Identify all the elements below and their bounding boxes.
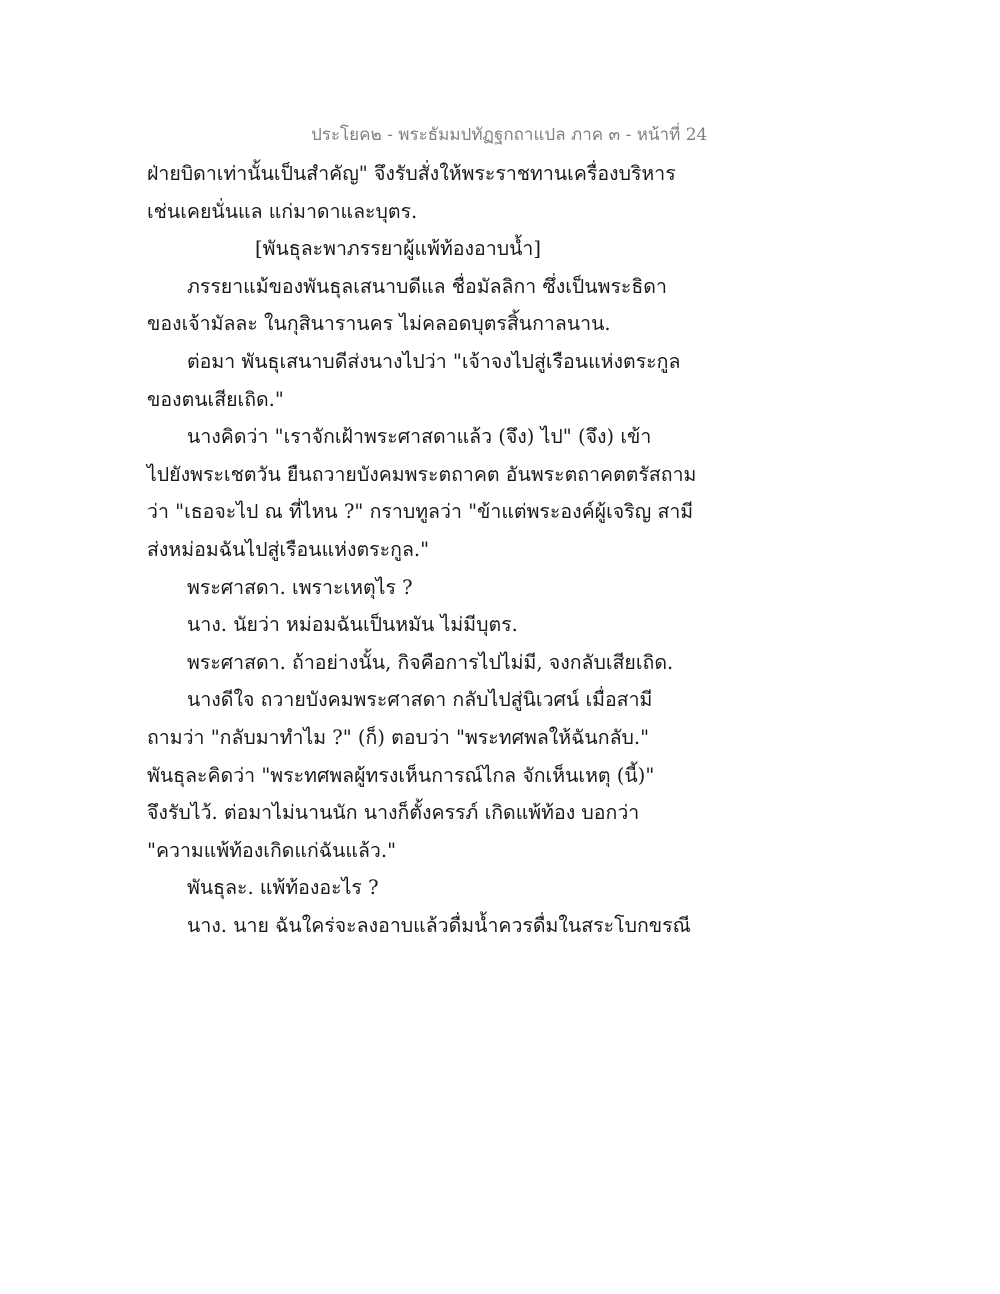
dialogue-line: นาง. นาย ฉันใคร่จะลงอาบแล้วดื่มน้ำควรดื่มในสระโบกขรณี (187, 913, 691, 937)
text-line: ถามว่า "กลับมาทำไม ?" (ก็) ตอบว่า "พระทศพลให้ฉันกลับ." (147, 725, 650, 749)
text-line: ไปยังพระเชตวัน ยืนถวายบังคมพระตถาคต อันพระตถาคตตรัสถาม (147, 462, 697, 486)
dialogue-line: พันธุละ. แพ้ท้องอะไร ? (187, 876, 379, 900)
text-line: จึงรับไว้. ต่อมาไม่นานนัก นางก็ตั้งครรภ์ เกิดแพ้ท้อง บอกว่า (147, 801, 640, 825)
text-line: นางคิดว่า "เราจักเฝ้าพระศาสดาแล้ว (จึง) ไป" (จึง) เข้า (187, 425, 652, 449)
text-line: "ความแพ้ท้องเกิดแก่ฉันแล้ว." (147, 838, 397, 862)
text-line: ส่งหม่อมฉันไปสู่เรือนแห่งตระกูล." (147, 537, 430, 561)
text-line: ภรรยาแม้ของพันธุลเสนาบดีแล ชื่อมัลลิกา ซึ่งเป็นพระธิดา (187, 274, 667, 298)
text-line: ฝ่ายบิดาเท่านั้นเป็นสำคัญ" จึงรับสั่งให้พระราชทานเครื่องบริหาร (147, 162, 676, 185)
dialogue-line: พระศาสดา. ถ้าอย่างนั้น, กิจคือการไปไม่มี, จงกลับเสียเถิด. (187, 650, 674, 674)
text-line: ของเจ้ามัลละ ในกุสินารานคร ไม่คลอดบุตรสิ้นกาลนาน. (147, 312, 611, 336)
dialogue-line: พระศาสดา. เพราะเหตุไร ? (187, 575, 413, 599)
section-heading: [พันธุละพาภรรยาผู้แพ้ท้องอาบน้ำ] (255, 237, 541, 261)
text-line: นางดีใจ ถวายบังคมพระศาสดา กลับไปสู่นิเวศน์ เมื่อสามี (187, 688, 653, 712)
running-header: ประโยค๒ - พระธัมมปทัฏฐกถาแปล ภาค ๓ - หน้าที่ 24 (311, 125, 708, 145)
text-line: พันธุละคิดว่า "พระทศพลผู้ทรงเห็นการณ์ไกล จักเห็นเหตุ (นี้)" (147, 763, 655, 787)
text-line: เช่นเคยนั่นแล แก่มาดาและบุตร. (147, 199, 418, 223)
text-line: ของตนเสียเถิด." (147, 387, 284, 411)
text-line: ว่า "เธอจะไป ณ ที่ไหน ?" กราบทูลว่า "ข้าแต่พระองค์ผู้เจริญ สามี (147, 500, 694, 524)
text-line: ต่อมา พันธุเสนาบดีส่งนางไปว่า "เจ้าจงไปสู่เรือนแห่งตระกูล (187, 349, 681, 373)
dialogue-line: นาง. นัยว่า หม่อมฉันเป็นหมัน ไม่มีบุตร. (187, 613, 518, 637)
body-text (147, 155, 707, 944)
